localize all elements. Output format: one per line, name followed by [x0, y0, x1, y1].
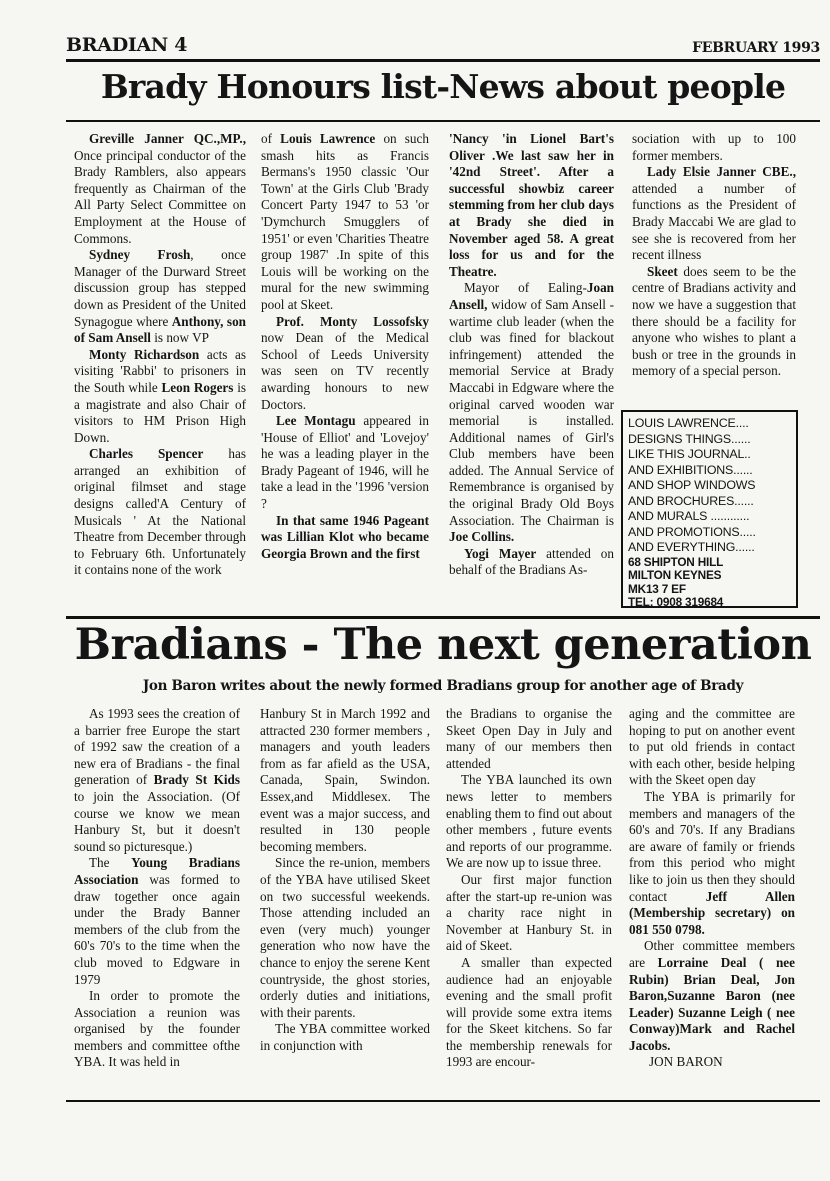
advert-line: AND EVERYTHING...... [628, 540, 755, 554]
top-rule [66, 59, 820, 62]
news-headline: Brady Honours list-News about people [100, 67, 786, 106]
advert-address: 68 SHIPTON HILL [628, 554, 724, 569]
section-rule [66, 616, 820, 619]
advert-line: AND SHOP WINDOWS [628, 478, 756, 492]
news-column-3: 'Nancy 'in Lionel Bart's Oliver .We last saw her in '42nd Street'. After a successful showbiz career stemming from her club days at Brady she died in November aged 58. A great loss for us and for the Theatre. Mayor of Ealing-Joan Ansell, widow of Sam Ansell -wartime club leader (when the club was fined for blackout infringement) attended the memorial Service at Brady Maccabi in Edgware where the original carved wooden war memorial is installed. Additional names of Girl's Club members have been added. The Annual Service of Remembrance is organised by the original Brady Old Boys Association. The Chairman is Joe Collins. Yogi Mayer attended on behalf of the Bradians As- [449, 131, 614, 578]
advert-line: AND BROCHURES...... [628, 493, 754, 508]
advert-line: AND MURALS ............ [628, 509, 750, 523]
issue-title: BRADIAN 4 [66, 34, 188, 56]
feature-standfirst: Jon Baron writes about the newly formed Bradians group for another age of Brady [142, 678, 744, 694]
news-column-2: of Louis Lawrence on such smash hits as Francis Bermans's 1950 classic 'Our Town' at the Girls Club 'Brady Concert Party 1947 to 53 'or 'Dymchurch Smugglers of 1951' or even 'Charities Theatre group 1987' .In spite of this Louis will be working on the mural for the new swimming pool at Skeet. Prof. Monty Lossofsky now Dean of the Medical School of Leeds University was seen on TV recently awarding honours to new Doctors. Lee Montagu appeared in 'House of Elliot' and 'Lovejoy' he was a leading player in the Brady Pageant of 1946, will he take a lead in the '1996 'version ? In that same 1946 Pageant was Lillian Klot who became Georgia Brown and the first [261, 131, 429, 561]
louis-lawrence-advert [621, 410, 798, 608]
advert-line: LIKE THIS JOURNAL.. [628, 447, 751, 461]
advert-line: DESIGNS THINGS...... [628, 431, 751, 446]
bottom-rule [66, 1100, 820, 1102]
feature-headline: Bradians - The next generation [74, 620, 812, 670]
news-column-1: Greville Janner QC.,MP., Once principal conductor of the Brady Ramblers, also appears frequently as Chairman of the All Party Select Committee on Employment at the House of Commons. Sydney Frosh, once Manager of the Durward Street discussion group has stepped down as President of the United Synagogue where Anthony, son of Sam Ansell is now VP Monty Richardson acts as visiting 'Rabbi' to prisoners in the South while Leon Rogers is a magistrate and also Chair of visitors to HM Prison High Down. Charles Spencer has arranged an exhibition of original filmset and stage designs called'A Century of Musicals ' At the National Theatre from December through to February 6th. Unfortunately it contains none of the work [74, 131, 246, 578]
advert-phone: TEL; 0908 319684 [628, 595, 724, 609]
headline-rule [66, 120, 820, 122]
feature-column-3: the Bradians to organise the Skeet Open Day in July and many of our members then attended The YBA launched its own news letter to members enabling them to find out about other members , future events and reports of our programme. We are now up to issue three. Our first major function after the start-up re-union was a charity race night in November at Hanbury St. in aid of Skeet. A smaller than expected audience had an enjoyable evening and the small profit will provide some extra items for the Skeet kitchens. So far the membership renewals for 1993 are encour- [446, 706, 612, 1070]
feature-column-1: As 1993 sees the creation of a barrier free Europe the start of 1992 saw the creation of a new era of Bradians - the final generation of Brady St Kids to join the Association. (Of course we know we mean Hanbury St, but it doesn't sound so picturesque.) The Young Bradians Association was formed to draw together once again under the Brady Banner members of the club from the 60's 70's to the time when the club moved to Edgware in 1979 In order to promote the Association a reunion was organised by the founder members and committee ofthe YBA. It was held in [74, 706, 240, 1070]
masthead [66, 34, 820, 56]
news-column-4: sociation with up to 100 former members. Lady Elsie Janner CBE., attended a number of functions as the President of Brady Maccabi We are glad to see she is recovered from her recent illness Skeet does seem to be the centre of Bradians activity and now we have a suggestion that there should be a facility for anyone who wishes to plant a bush or tree in the grounds in memory of a special person. [632, 131, 796, 379]
advert-line: LOUIS LAWRENCE.... [628, 416, 749, 430]
advert-line: AND PROMOTIONS..... [628, 524, 756, 539]
advert-address: MK13 7 EF [628, 581, 686, 596]
author-signature: JON BARON [649, 1054, 723, 1070]
feature-column-4: aging and the committee are hoping to put on another event to put old friends in contact with each other, beside helping with the Skeet open day The YBA is primarily for members and managers of the 60's and 70's. If any Bradians are aware of family or friends from this period who might like to join us then they should contact Jeff Allen (Membership secretary) on 081 550 0798. Other committee members are Lorraine Deal ( nee Rubin) Brian Deal, Jon Baron,Suzanne Baron (nee Leader) Suzanne Leigh ( nee Conway)Mark and Rachel Jacobs. JON BARON [629, 706, 795, 1070]
advert-address: MILTON KEYNES [628, 568, 722, 582]
issue-date: FEBRUARY 1993 [692, 40, 820, 56]
advert-line: AND EXHIBITIONS...... [628, 462, 753, 477]
feature-column-2: Hanbury St in March 1992 and attracted 230 former members , managers and youth leaders from as far afield as the USA, Canada, Spain, Swindon. Essex,and Middlesex. The event was a major success, and resulted in 130 people becoming members. Since the re-union, members of the YBA have utilised Skeet on two successful weekends. Those attending included an even (very much) younger generation who now have the chance to enjoy the serene Kent countryside, the ghost stories, orderly duties and initiations, with their parents. The YBA committee worked in conjunction with [260, 706, 430, 1053]
